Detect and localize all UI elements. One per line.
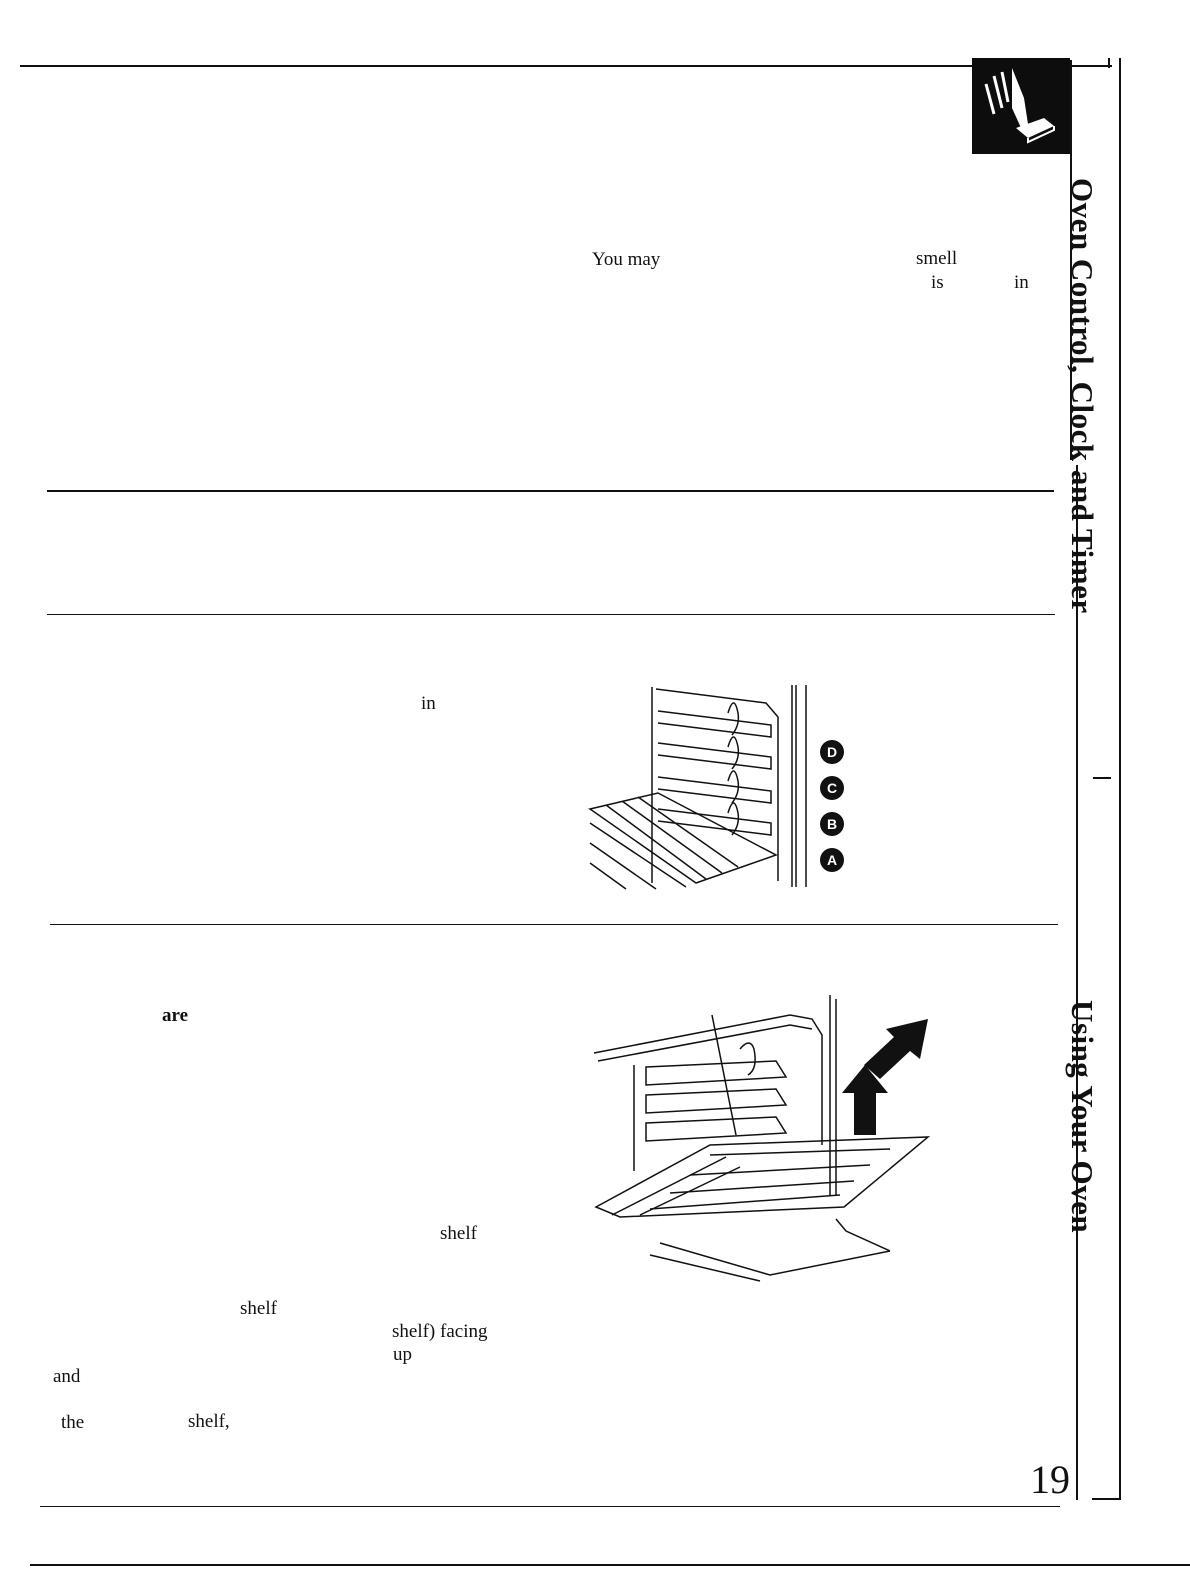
side-tab-lower: Using Your Oven [1065,1000,1100,1234]
text-fragment-and: and [53,1366,81,1387]
text-fragment-smell: smell [916,248,958,269]
text-fragment-shelf: shelf [440,1223,477,1244]
right-border [1119,58,1121,1500]
tab-foot [1092,1498,1120,1500]
footer-rule [30,1564,1190,1566]
text-fragment-in-2: in [421,693,436,714]
section-rule-1 [47,490,1054,492]
hand-pressing-pad-icon [972,58,1070,154]
shelf-position-label: A [826,852,838,868]
tab-divider-lower [1076,465,1078,1500]
text-fragment-up: up [393,1344,412,1365]
text-fragment-is: is [931,272,944,293]
shelf-position-label: D [826,744,838,760]
bottom-rule [40,1506,1060,1507]
text-fragment-in: in [1014,272,1029,293]
text-fragment-are: are [162,1005,189,1026]
text-fragment-shelf-3: shelf, [188,1411,230,1432]
text-fragment-shelf-2: shelf [240,1298,277,1319]
tab-corner-top [1108,58,1110,68]
arrow-up-right-icon [864,1019,928,1079]
section-rule-2 [47,614,1055,615]
text-fragment-the: the [61,1412,85,1433]
page-number: 19 [1030,1457,1070,1502]
text-fragment-you-may: You may [592,249,661,270]
shelf-position-label: B [826,816,838,832]
top-rule [20,65,1112,67]
text-fragment-shelf-facing: shelf) facing [392,1321,488,1342]
tab-tick [1093,777,1111,779]
shelf-position-label: C [826,780,838,796]
shelf-positions-figure [586,683,856,893]
shelf-removal-figure [590,995,930,1285]
section-rule-3 [50,924,1058,925]
side-tab-upper: Oven Control, Clock and Timer [1065,178,1100,614]
